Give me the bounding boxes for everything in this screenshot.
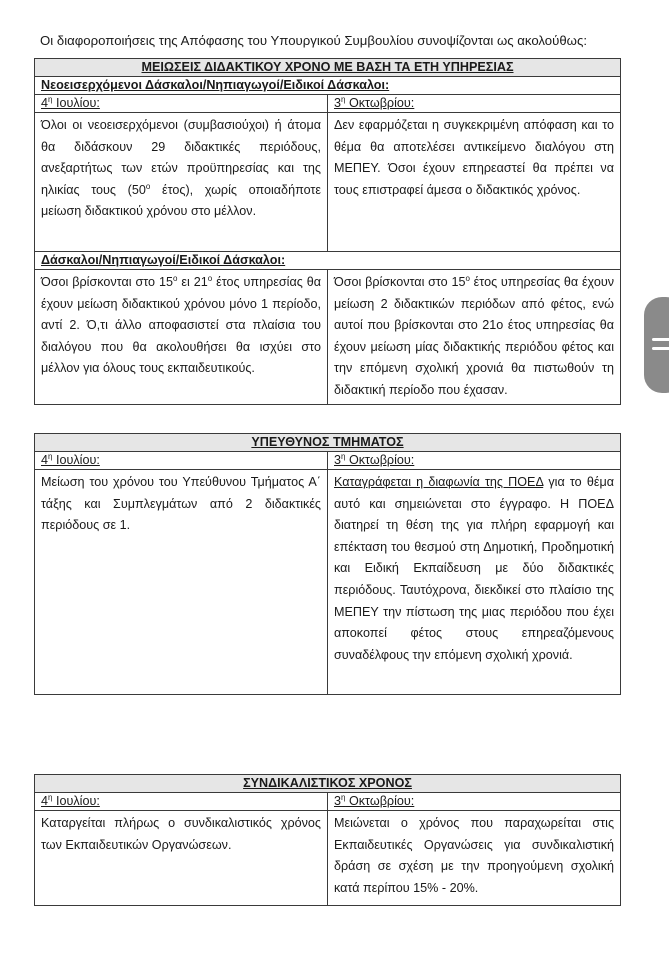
intro-text: Οι διαφοροποιήσεις της Απόφασης του Υπουργικού Συμβουλίου συνοψίζονται ως ακολούθως:	[40, 33, 587, 48]
class-supervisor-table	[34, 433, 621, 695]
decision-october-cell: Όσοι βρίσκονται στο $15^o$ έτος υπηρεσίας θα έχουν μείωση 2 διδακτικών περιόδων από φέτος, ενώ αυτοί που βρίσκονται στο 21ο έτος υπηρεσίας θα έχουν μείωση μίας διδακτικής περιόδου φέτος και την επόμενη σχολική χρονιά θα πιστωθούν τη διδακτική περίοδο που έχασαν.	[328, 270, 621, 405]
table-title: ΣΥΝΔΙΚΑΛΙΣΤΙΚΟΣ ΧΡΟΝΟΣ	[35, 775, 621, 793]
date-october: $3^\eta$ Οκτωβρίου:	[328, 793, 621, 811]
decision-october-cell: Δεν εφαρμόζεται η συγκεκριμένη απόφαση και το θέμα θα αποτελέσει αντικείμενο διαλόγου στη ΜΕΠΕΥ. Όσοι έχουν επηρεαστεί θα πρέπει να τους επιστραφεί άμεσα ο διδακτικός χρόνος.	[328, 113, 621, 252]
union-time-table	[34, 774, 621, 906]
decision-july-cell: Καταργείται πλήρως ο συνδικαλιστικός χρόνος των Εκπαιδευτικών Οργανώσεων.	[35, 811, 328, 906]
decision-october-cell: Καταγράφεται η διαφωνία της ΠΟΕΔ για το θέμα αυτό και σημειώνεται στο έγγραφο. Η ΠΟΕΔ διατηρεί τη θέση της για πλήρη εφαρμογή και επέκταση του θεσμού στη Δημοτική, Προδημοτική και Ειδική Εκπαίδευση με δύο διδακτικές περιόδους. Ταυτόχρονα, διεκδικεί στο πλαίσιο της ΜΕΠΕΥ την πίστωση της μιας περιόδου που έχει αποκοπεί φέτος στους επηρεαζόμενους συναδέλφους την επόμενη σχολική χρονιά.	[328, 470, 621, 695]
date-october: $3^\eta$ Οκτωβρίου:	[328, 452, 621, 470]
date-october: $3^\eta$ Οκτωβρίου:	[328, 95, 621, 113]
decision-july-cell: Όλοι οι νεοεισερχόμενοι (συμβασιούχοι) ή άτομα θα διδάσκουν 29 διδακτικές περιόδους, ανεξαρτήτως των ετών προϋπηρεσίας και της ηλικίας τους ($50^o$ έτος), χωρίς οποιαδήποτε μείωση διδακτικού χρόνου στο μέλλον.	[35, 113, 328, 252]
date-july: $4^\eta$ Ιουλίου:	[35, 452, 328, 470]
decision-july-cell: Όσοι βρίσκονται στο $15^o$ ει $21^o$ έτος υπηρεσίας θα έχουν μείωση διδακτικού χρόνου μόνο 1 περίοδο, αντί 2. Ό,τι άλλο αποφασιστεί στα πλαίσια του διαλόγου που θα ακολουθήσει θα ισχύει στο μέλλον για όλους τους εκπαιδευτικούς.	[35, 270, 328, 405]
section-heading-new-teachers: Νεοεισερχόμενοι Δάσκαλοι/Νηπιαγωγοί/Ειδικοί Δάσκαλοι:	[35, 77, 621, 95]
table-title: ΜΕΙΩΣΕΙΣ ΔΙΔΑΚΤΙΚΟΥ ΧΡΟΝΟ ΜΕ ΒΑΣΗ ΤΑ ΕΤΗ ΥΠΗΡΕΣΙΑΣ	[35, 59, 621, 77]
table-title: ΥΠΕΥΘΥΝΟΣ ΤΜΗΜΑΤΟΣ	[35, 434, 621, 452]
decision-october-cell: Μειώνεται ο χρόνος που παραχωρείται στις Εκπαιδευτικές Οργανώσεις για συνδικαλιστική δράση σε σχέση με την προηγούμενη σχολική κατά περίπου 15% - 20%.	[328, 811, 621, 906]
section-heading-teachers: Δάσκαλοι/Νηπιαγωγοί/Ειδικοί Δάσκαλοι:	[35, 252, 621, 270]
date-july: $4^\eta$ Ιουλίου:	[35, 95, 328, 113]
decision-july-cell: Μείωση του χρόνου του Υπεύθυνου Τμήματος Α΄ τάξης και Συμπλεγμάτων από 2 διδακτικές περιόδους σε 1.	[35, 470, 328, 695]
date-july: $4^\eta$ Ιουλίου:	[35, 793, 328, 811]
teaching-time-table	[34, 58, 621, 405]
side-drawer-handle[interactable]	[644, 297, 669, 393]
